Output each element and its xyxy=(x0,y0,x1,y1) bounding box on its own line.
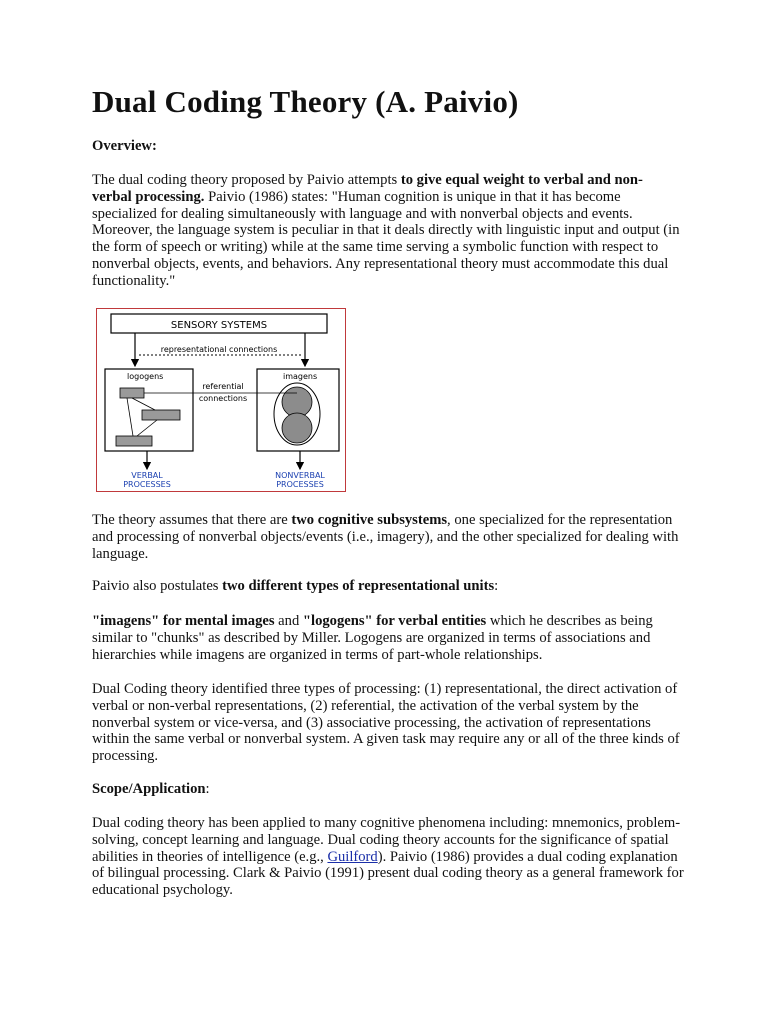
logogen-unit-2 xyxy=(142,410,180,420)
representational-label: representational connections xyxy=(160,345,278,354)
logogens-label: logogens xyxy=(127,372,164,381)
theory-pre: The theory assumes that there are xyxy=(92,512,292,528)
units-and: and xyxy=(274,613,303,629)
postulates-pre: Paivio also postulates xyxy=(92,578,223,594)
overview-intro: The dual coding theory proposed by Paivio attempts xyxy=(92,172,401,188)
overview-quote: specialized for dealing simultaneously with language and with nonverbal objects and events. Moreover, the language system is peculiar in that it deals directly with linguistic input and output (in the form of speech or writing) while at the same time serving a symbolic function with respect to nonverbal objects, events, and behaviors. Any representational theory must accommodate this dual functionality." xyxy=(92,205,680,289)
imagens-label: imagens xyxy=(283,372,318,381)
postulates-bold: two different types of representational units xyxy=(222,578,495,594)
processing-paragraph: Dual Coding theory identified three types of processing: (1) representational, the direct activation of verbal or non-verbal representations, (2) referential, the activation of the verbal system by the nonverbal system or vice-versa, and (3) associative processing, the activation of representations within the same verbal or nonverbal system. A given task may require any or all of the three kinds of processing. xyxy=(92,681,680,765)
overview-bold-2: verbal processing. xyxy=(92,188,205,205)
scope-paragraph xyxy=(92,815,688,899)
guilford-link[interactable]: Guilford xyxy=(327,848,378,865)
diagram-svg xyxy=(97,309,347,493)
units-bold-1: "imagens" for mental images xyxy=(92,613,275,629)
theory-post: , one specialized for the representation and processing of nonverbal objects/events (i.e., imagery), and the other specialized for dealing with language. xyxy=(92,512,679,562)
postulates-post: : xyxy=(494,578,499,594)
scope-post: ). Paivio (1986) provides a dual coding explanation of bilingual processing. Clark & Paivio (1991) present dual coding theory as a general framework for educational psychology. xyxy=(92,848,684,899)
overview-paragraph xyxy=(92,172,688,290)
sensory-systems-label: SENSORY SYSTEMS xyxy=(170,320,268,331)
nonverbal-label-2: PROCESSES xyxy=(276,480,324,489)
imagen-unit-1 xyxy=(282,387,312,417)
scope-colon: : xyxy=(205,781,210,797)
scope-heading: Scope/Application xyxy=(92,781,206,797)
overview-bold-1: to give equal weight to verbal and non- xyxy=(400,172,643,188)
verbal-label-1: VERBAL xyxy=(131,471,163,480)
nonverbal-label-1: NONVERBAL xyxy=(275,471,325,480)
overview-quote-line1: Paivio (1986) states: "Human cognition is unique in that it has become xyxy=(204,188,621,205)
units-post: which he describes as being similar to "chunks" as described by Miller. Logogens are organized in terms of associations and hierarchies while imagens are organized in terms of part-whole relationships. xyxy=(92,613,653,663)
units-bold-2: "logogens" for verbal entities xyxy=(302,613,487,629)
dual-coding-diagram xyxy=(96,308,346,492)
overview-heading: Overview: xyxy=(92,138,157,154)
referential-label-2: connections xyxy=(198,394,248,403)
postulates-paragraph xyxy=(92,578,688,595)
imagen-unit-2 xyxy=(282,413,312,443)
theory-paragraph xyxy=(92,512,688,562)
theory-bold: two cognitive subsystems xyxy=(291,512,448,528)
referential-label-1: referential xyxy=(202,382,244,391)
verbal-label-2: PROCESSES xyxy=(123,480,171,489)
logogen-unit-1 xyxy=(120,388,144,398)
scope-pre: Dual coding theory has been applied to many cognitive phenomena including: mnemonics, problem-solving, concept learning and language. Dual coding theory accounts for the significance of spatial abilities in theories of intelligence (e.g., xyxy=(92,815,681,865)
units-paragraph xyxy=(92,613,688,663)
page-title: Dual Coding Theory (A. Paivio) xyxy=(92,84,519,119)
logogen-unit-3 xyxy=(116,436,152,446)
scope-heading-line xyxy=(92,781,688,798)
